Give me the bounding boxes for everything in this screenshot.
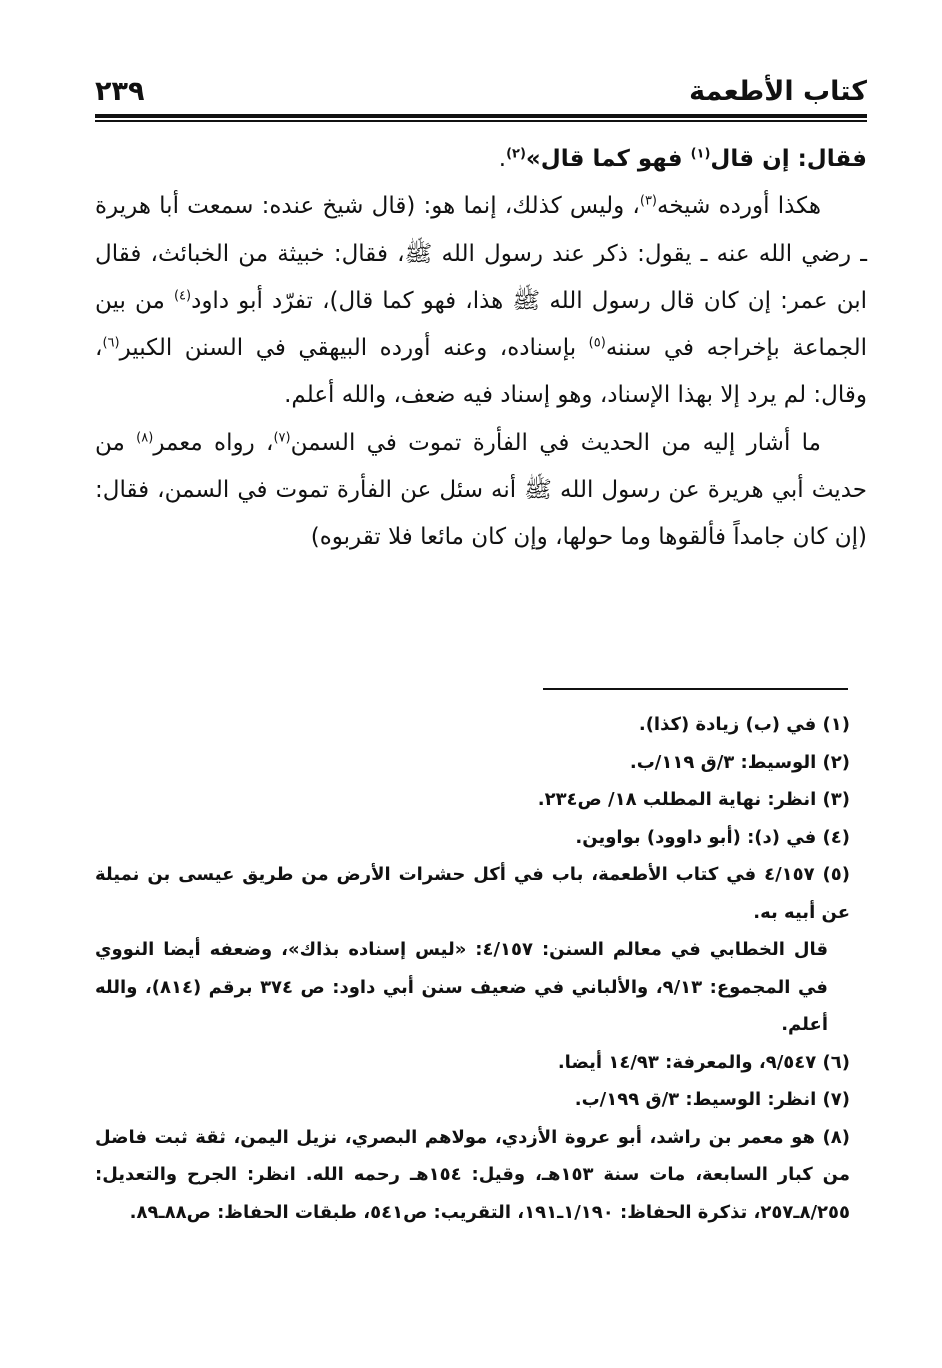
footnote-1: (١) في (ب) زيادة (كذا).	[638, 714, 850, 735]
paragraph-3-text-2: ، رواه معمر	[153, 429, 274, 456]
footnote-ref-1: (١)	[690, 146, 711, 162]
footnote-8: (٨) هو معمر بن راشد، أبو عروة الأزدي، مولاهم البصري، نزيل اليمن، ثقة ثبت فاضل من كبار السابعة، مات سنة ١٥٣هـ، وقيل: ١٥٤هـ رحمه الله. انظر: الجرح والتعديل: ٨/٢٥٥ـ٢٥٧، تذكرة الحفاظ: ١/١٩٠ـ١٩١، التقريب: ص٥٤١، طبقات الحفاظ: ص٨٨ـ٨٩.	[95, 1126, 850, 1223]
footnote-ref-5: (٥)	[588, 335, 606, 351]
header-rule-thin	[95, 120, 867, 122]
paragraph-2-text-2: ، وليس كذلك، إنما هو: (قال شيخ عنده: سمعت أبا هريرة ـ رضي الله عنه ـ يقول: ذكر عند رسول الله ﷺ، فقال: خبيثة من الخبائث، فقال ابن عمر: إن كان قال رسول الله ﷺ هذا، فهو كما قال)، تفرّد أبو داود	[95, 193, 867, 314]
paragraph-1-mid: فهو كما قال»	[525, 146, 691, 172]
footnote-4: (٤) في (د): (أبو داوود) بواوين.	[575, 826, 850, 848]
paragraph-3-text-1: ما أشار إليه من الحديث في الفأرة تموت في السمن	[290, 429, 822, 456]
paragraph-3-text-3: من حديث أبي هريرة عن رسول الله ﷺ أنه سئل عن الفأرة تموت في السمن، فقال: (إن كان جامداً فألقوها وما حولها، وإن كان مائعا فلا تقربوه)	[95, 429, 867, 551]
page-number: ٢٣٩	[95, 76, 145, 107]
footnote-6: (٦) ٩/٥٤٧، والمعرفة: ١٤/٩٣ أيضا.	[557, 1051, 850, 1073]
paragraph-2-text-4: بإسناده، وعنه أورده البيهقي في السنن الكبير	[119, 335, 589, 362]
footnote-5: (٥) ٤/١٥٧ في كتاب الأطعمة، باب في أكل حشرات الأرض من طريق عيسى بن نميلة عن أبيه به.	[95, 864, 850, 923]
footnote-separator	[543, 688, 848, 690]
footnote-3: (٣) انظر: نهاية المطلب ١٨/ ص٢٣٤.	[537, 789, 850, 810]
running-header	[95, 72, 867, 112]
chapter-title: كتاب الأطعمة	[689, 76, 867, 107]
footnote-ref-3: (٣)	[639, 193, 657, 209]
paragraph-1	[95, 136, 867, 183]
paragraph-1-end: .	[498, 146, 507, 172]
footnotes	[95, 706, 850, 1231]
paragraph-2	[95, 183, 867, 419]
paragraph-1-lead: فقال: إن قال	[710, 146, 867, 172]
footnote-7: (٧) انظر: الوسيط: ٣/ق ١٩٩/ب.	[574, 1089, 850, 1110]
paragraph-2-text-1: هكذا أورده شيخه	[657, 193, 821, 220]
footnote-2: (٢) الوسيط: ٣/ق ١١٩/ب.	[629, 751, 850, 773]
paragraph-2-text-5: ، وقال: لم يرد إلا بهذا الإسناد، وهو إسناد فيه ضعف، والله أعلم.	[95, 335, 867, 409]
paragraph-3	[95, 420, 867, 562]
footnote-ref-7: (٧)	[273, 430, 291, 446]
paragraph-2-text-3: من بين الجماعة بإخراجه في سننه	[95, 287, 867, 362]
footnote-5-continuation: قال الخطابي في معالم السنن: ٤/١٥٧: «ليس إسناده بذاك»، وضعفه أيضا النووي في المجموع: ٩/١٣، والألباني في ضعيف سنن أبي داود: ص ٣٧٤ برقم (٨١٤)، والله أعلم.	[95, 939, 829, 1035]
footnote-ref-2: (٢)	[506, 146, 526, 162]
footnote-ref-6: (٦)	[102, 335, 120, 351]
header-rule-thick	[95, 114, 867, 118]
footnote-ref-8: (٨)	[136, 430, 154, 446]
main-text	[95, 136, 867, 562]
footnote-ref-4: (٤)	[173, 288, 192, 304]
